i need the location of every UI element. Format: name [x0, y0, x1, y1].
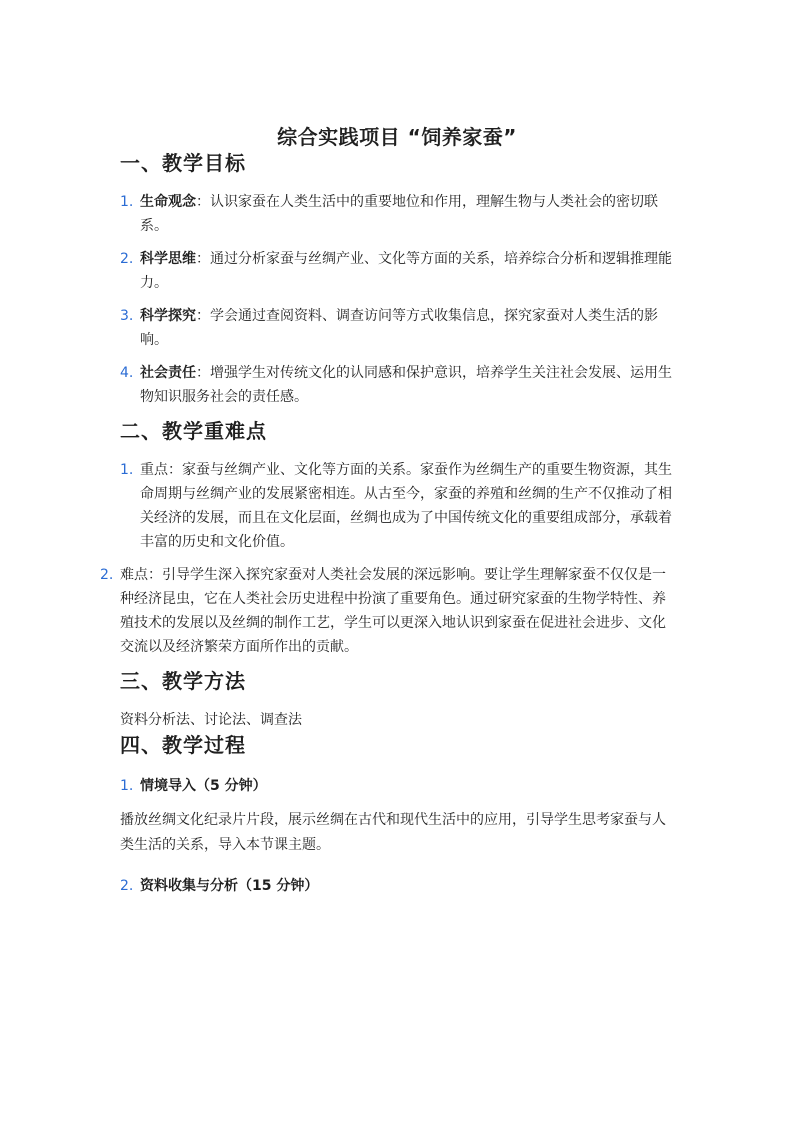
- list-number: 2.: [120, 878, 134, 894]
- objectives-list: [120, 190, 674, 409]
- list-number: 2.: [100, 567, 114, 583]
- item-text: ：认识家蚕在人类生活中的重要地位和作用，理解生物与人类社会的密切联系。: [140, 194, 658, 234]
- section-heading-key-points: 二、教学重难点: [120, 419, 267, 443]
- list-item: [100, 563, 674, 659]
- item-text: 难点：引导学生深入探究家蚕对人类社会发展的深远影响。要让学生理解家蚕不仅仅是一种经济昆虫，它在人类社会历史进程中扮演了重要角色。通过研究家蚕的生物学特性、养殖技术的发展以及丝绸的制作工艺，学生可以更深入地认识到家蚕在促进社会进步、文化交流以及经济繁荣方面所作出的贡献。: [120, 567, 666, 655]
- item-label: 科学探究: [140, 308, 196, 324]
- process-step-title: [120, 774, 674, 798]
- process-step-text: 播放丝绸文化纪录片片段，展示丝绸在古代和现代生活中的应用，引导学生思考家蚕与人类生活的关系，导入本节课主题。: [120, 812, 666, 853]
- item-text: 重点：家蚕与丝绸产业、文化等方面的关系。家蚕作为丝绸生产的重要生物资源，其生命周期与丝绸产业的发展紧密相连。从古至今，家蚕的养殖和丝绸的生产不仅推动了相关经济的发展，而且在文化层面，丝绸也成为了中国传统文化的重要组成部分，承载着丰富的历史和文化价值。: [140, 462, 672, 550]
- list-number: 4.: [120, 365, 134, 381]
- section-heading-objectives: 一、教学目标: [120, 151, 246, 175]
- methods-text: 资料分析法、讨论法、调查法: [120, 712, 302, 728]
- step-title: 资料收集与分析（15 分钟）: [140, 878, 319, 894]
- step-title: 情境导入（5 分钟）: [140, 778, 267, 794]
- item-label: 生命观念: [140, 194, 196, 210]
- section-heading-methods: 三、教学方法: [120, 669, 246, 693]
- document-title: 综合实践项目 “饲养家蚕”: [277, 125, 517, 149]
- list-item: [120, 190, 674, 238]
- list-number: 1.: [120, 194, 134, 210]
- item-text: ：学会通过查阅资料、调查访问等方式收集信息，探究家蚕对人类生活的影响。: [140, 308, 658, 348]
- list-item: [120, 247, 674, 295]
- item-text: ：通过分析家蚕与丝绸产业、文化等方面的关系，培养综合分析和逻辑推理能力。: [140, 251, 672, 291]
- list-number: 1.: [120, 778, 134, 794]
- list-number: 1.: [120, 462, 134, 478]
- list-number: 2.: [120, 251, 134, 267]
- item-label: 社会责任: [140, 365, 196, 381]
- list-number: 3.: [120, 308, 134, 324]
- section-heading-process: 四、教学过程: [120, 733, 246, 757]
- key-points-list: [100, 458, 674, 659]
- item-label: 科学思维: [140, 251, 196, 267]
- list-item: [120, 304, 674, 352]
- list-item: [120, 458, 674, 554]
- item-text: ：增强学生对传统文化的认同感和保护意识，培养学生关注社会发展、运用生物知识服务社会的责任感。: [140, 365, 672, 405]
- process-step-title: [120, 874, 674, 898]
- list-item: [120, 361, 674, 409]
